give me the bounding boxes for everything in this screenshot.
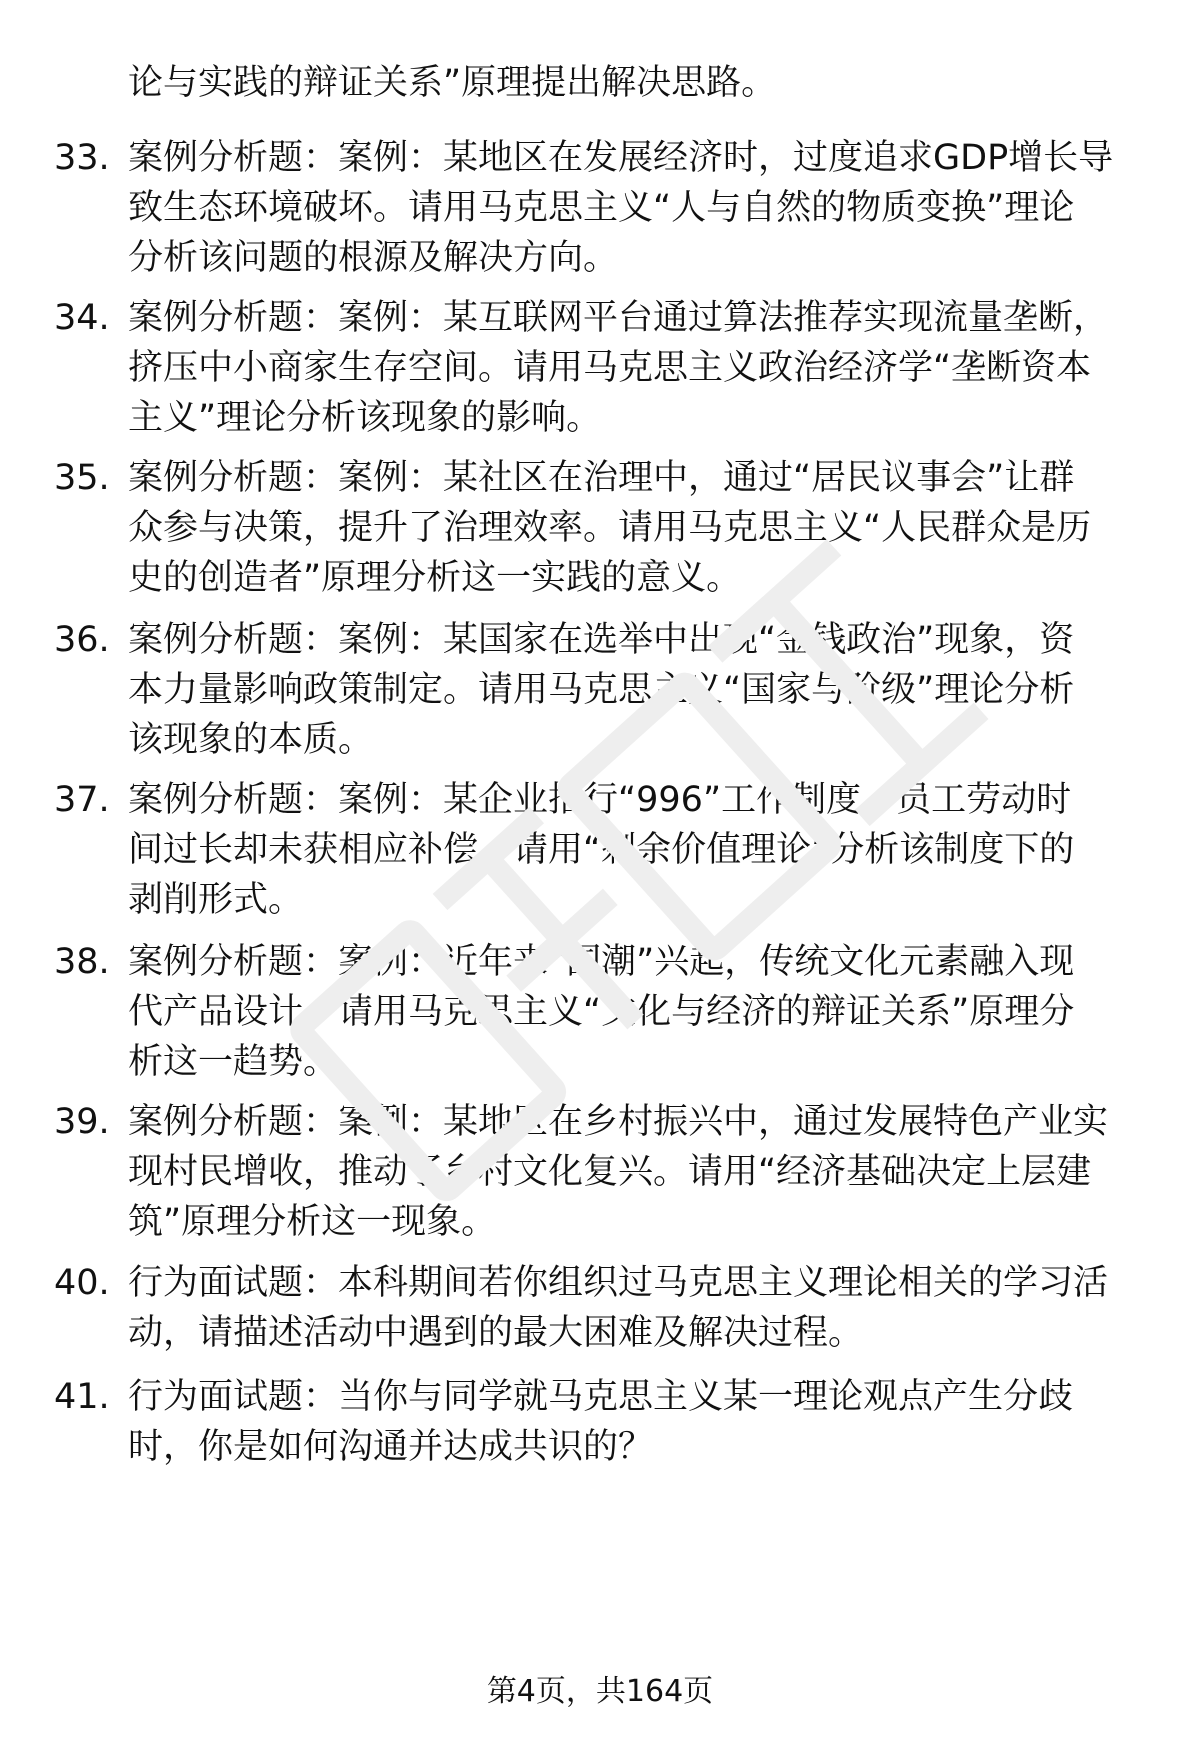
question-text (128, 293, 1148, 443)
question-line: 现村民增收，推动了乡村文化复兴。请用“经济基础决定上层建 (128, 1152, 1092, 1192)
question-line: 案例分析题：案例：某互联网平台通过算法推荐实现流量垄断， (128, 298, 1109, 338)
question-number: 34. (54, 298, 110, 338)
question-text (128, 775, 1148, 925)
question-line: 析这一趋势。 (128, 1042, 339, 1082)
question-line: 众参与决策，提升了治理效率。请用马克思主义“人民群众是历 (128, 508, 1092, 548)
continuation-text (128, 58, 1148, 108)
question-line: 本力量影响政策制定。请用马克思主义“国家与阶级”理论分析 (128, 670, 1075, 710)
question-text (128, 615, 1148, 765)
question-number: 35. (54, 458, 110, 498)
question-text (128, 1372, 1148, 1472)
question-number: 38. (54, 942, 110, 982)
question-number: 37. (54, 780, 110, 820)
question-text (128, 453, 1148, 603)
question-text (128, 1258, 1148, 1358)
question-line: 筑”原理分析这一现象。 (128, 1202, 497, 1242)
question-line: 该现象的本质。 (128, 720, 374, 760)
question-line: 案例分析题：案例：近年来“国潮”兴起，传统文化元素融入现 (128, 942, 1075, 982)
question-number: 40. (54, 1263, 110, 1303)
question-line: 行为面试题：本科期间若你组织过马克思主义理论相关的学习活 (128, 1263, 1109, 1303)
question-line: 间过长却未获相应补偿。请用“剩余价值理论”分析该制度下的 (128, 830, 1075, 870)
question-line: 案例分析题：案例：某地区在乡村振兴中，通过发展特色产业实 (128, 1102, 1109, 1142)
question-line: 分析该问题的根源及解决方向。 (128, 238, 619, 278)
page-footer: 第4页，共164页 (486, 1674, 714, 1709)
question-line: 史的创造者”原理分析这一实践的意义。 (128, 558, 742, 598)
question-text (128, 1097, 1148, 1247)
question-line: 案例分析题：案例：某企业推行“996”工作制度，员工劳动时 (128, 780, 1072, 820)
question-line: 行为面试题：当你与同学就马克思主义某一理论观点产生分歧 (128, 1377, 1074, 1417)
question-line: 致生态环境破坏。请用马克思主义“人与自然的物质变换”理论 (128, 188, 1075, 228)
question-line: 案例分析题：案例：某地区在发展经济时，过度追求GDP增长导 (128, 138, 1114, 178)
question-number: 41. (54, 1377, 110, 1417)
question-line: 挤压中小商家生存空间。请用马克思主义政治经济学“垄断资本 (128, 348, 1092, 388)
question-line: 时，你是如何沟通并达成共识的？ (128, 1427, 654, 1467)
question-line: 案例分析题：案例：某国家在选举中出现“金钱政治”现象，资 (128, 620, 1075, 660)
question-text (128, 133, 1148, 283)
question-number: 39. (54, 1102, 110, 1142)
question-number: 33. (54, 138, 110, 178)
question-line: 剥削形式。 (128, 880, 304, 920)
question-line: 动，请描述活动中遇到的最大困难及解决过程。 (128, 1313, 864, 1353)
question-line: 主义”理论分析该现象的影响。 (128, 398, 602, 438)
question-line: 代产品设计。请用马克思主义“文化与经济的辩证关系”原理分 (128, 992, 1075, 1032)
question-text (128, 937, 1148, 1087)
question-number: 36. (54, 620, 110, 660)
continuation-line: 论与实践的辩证关系”原理提出解决思路。 (128, 63, 777, 103)
question-line: 案例分析题：案例：某社区在治理中，通过“居民议事会”让群 (128, 458, 1075, 498)
